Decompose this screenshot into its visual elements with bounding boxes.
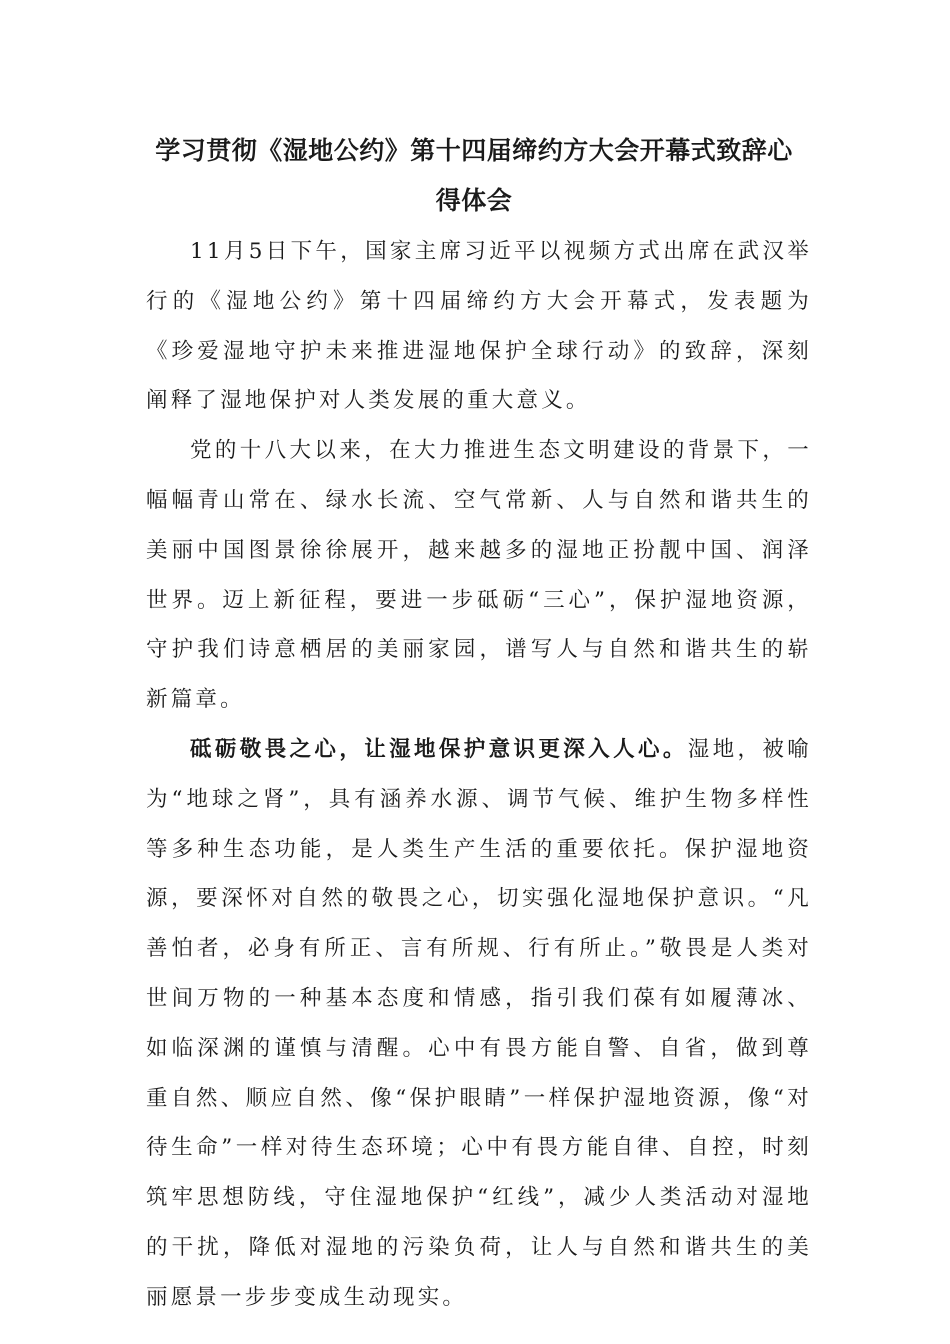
- paragraph-reverence: [146, 725, 812, 1323]
- document-title-line-1: 学习贯彻《湿地公约》第十四届缔约方大会开幕式致辞心: [155, 136, 793, 165]
- paragraph-lead-heading: 砥砺敬畏之心，让湿地保护意识更深入人心。: [190, 736, 688, 762]
- paragraph-intro: 11月5日下午，国家主席习近平以视频方式出席在武汉举行的《湿地公约》第十四届缔约方大会开幕式，发表题为《珍爱湿地守护未来推进湿地保护全球行动》的致辞，深刻阐释了湿地保护对人类发展的重大意义。: [146, 239, 812, 414]
- paragraph-reverence-text: 湿地，被喻为“地球之肾”，具有涵养水源、调节气候、维护生物多样性等多种生态功能，是人类生产生活的重要依托。保护湿地资源，要深怀对自然的敬畏之心，切实强化湿地保护意识。“凡善怕者，必身有所正、言有所规、行有所止。”敬畏是人类对世间万物的一种基本态度和情感，指引我们葆有如履薄冰、如临深渊的谨慎与清醒。心中有畏方能自警、自省，做到尊重自然、顺应自然、像“保护眼睛”一样保护湿地资源，像“对待生命”一样对待生态环境；心中有畏方能自律、自控，时刻筑牢思想防线，守住湿地保护“红线”，减少人类活动对湿地的干扰，降低对湿地的污染负荷，让人与自然和谐共生的美丽愿景一步步变成生动现实。: [146, 736, 812, 1310]
- document-body: [146, 227, 812, 1323]
- paragraph-background: 党的十八大以来，在大力推进生态文明建设的背景下，一幅幅青山常在、绿水长流、空气常新、人与自然和谐共生的美丽中国图景徐徐展开，越来越多的湿地正扮靓中国、润泽世界。迈上新征程，要进一步砥砺“三心”，保护湿地资源，守护我们诗意栖居的美丽家园，谱写人与自然和谐共生的崭新篇章。: [146, 438, 812, 713]
- document-title-line-2: 得体会: [435, 186, 513, 215]
